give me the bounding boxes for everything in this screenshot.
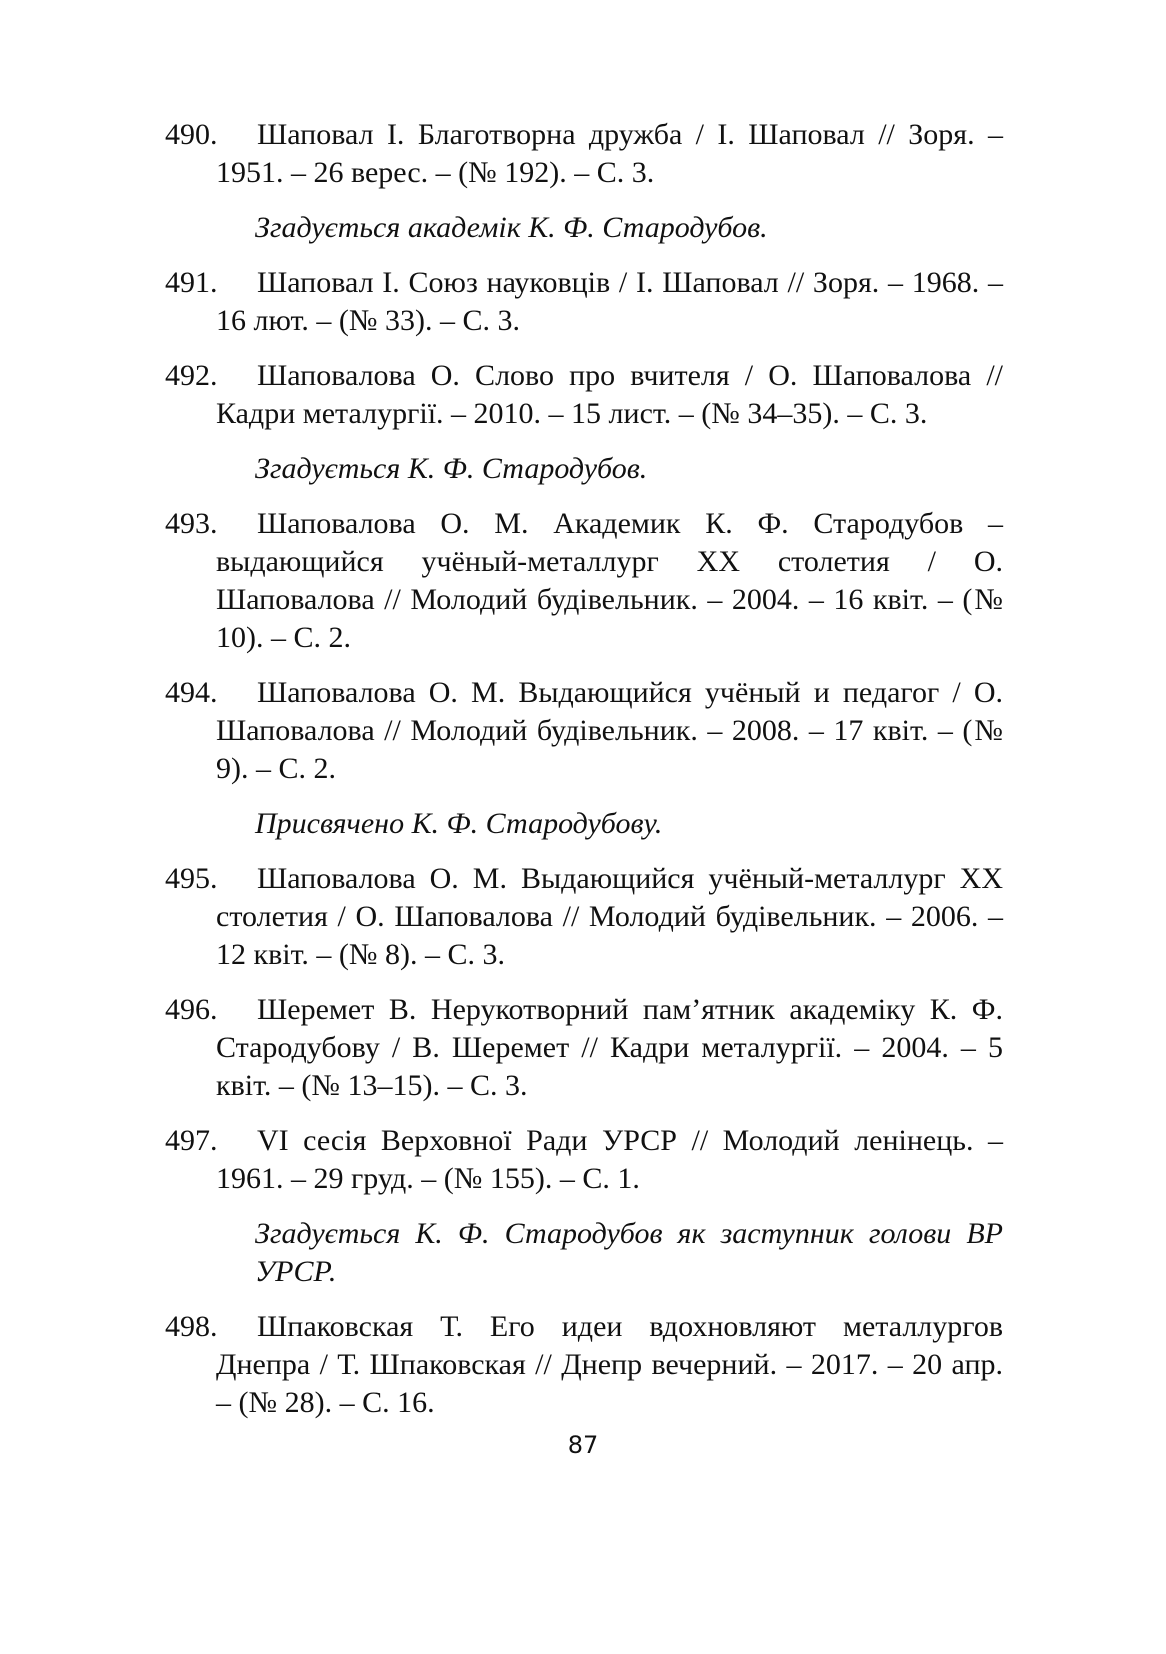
entry-citation: Шаповал І. Благотворна дружба / І. Шаповал // Зоря. – 1951. – 26 верес. – (№ 192). – С. 3.: [216, 118, 1003, 189]
entry-number: 495.: [165, 862, 218, 895]
entry-annotation: Згадується К. Ф. Стародубов як заступник голови ВР УРСР.: [255, 1217, 1003, 1288]
bibliography-entry: [165, 505, 1003, 657]
entry-number: 498.: [165, 1310, 218, 1343]
entry-number: 494.: [165, 676, 218, 709]
bibliography-entry: [165, 357, 1003, 433]
bibliography-entry: [165, 116, 1003, 192]
bibliography-entry: [165, 1308, 1003, 1422]
entry-citation: Шаповалова О. М. Выдающийся учёный-металлург ХХ столетия / О. Шаповалова // Молодий будівельник. – 2006. – 12 квіт. – (№ 8). – С. 3.: [216, 862, 1003, 971]
entry-number: 496.: [165, 993, 218, 1026]
entry-number: 491.: [165, 266, 218, 299]
entry-citation: Шаповалова О. Слово про вчителя / О. Шаповалова // Кадри металургії. – 2010. – 15 лист. – (№ 34–35). – С. 3.: [216, 359, 1003, 430]
bibliography-entry: [165, 860, 1003, 974]
entry-citation: Шаповалова О. М. Академик К. Ф. Стародубов – выдающийся учёный-металлург ХХ столетия / О. Шаповалова // Молодий будівельник. – 2004. – 16 квіт. – (№ 10). – С. 2.: [216, 507, 1003, 654]
entry-citation: Шаповал І. Союз науковців / І. Шаповал // Зоря. – 1968. – 16 лют. – (№ 33). – С. 3.: [216, 266, 1003, 337]
bibliography-entry: [165, 674, 1003, 788]
bibliography-list: [165, 116, 1003, 1439]
entry-citation: Шпаковская Т. Его идеи вдохновляют металлургов Днепра / Т. Шпаковская // Днепр вечерний. – 2017. – 20 апр. – (№ 28). – С. 16.: [216, 1310, 1003, 1419]
entry-citation: Шаповалова О. М. Выдающийся учёный и педагог / О. Шаповалова // Молодий будівельник. – 2008. – 17 квіт. – (№ 9). – С. 2.: [216, 676, 1003, 785]
entry-number: 490.: [165, 118, 218, 151]
entry-annotation: Згадується академік К. Ф. Стародубов.: [255, 211, 768, 244]
entry-citation: VI сесія Верховної Ради УРСР // Молодий ленінець. – 1961. – 29 груд. – (№ 155). – С. 1.: [216, 1124, 1003, 1195]
bibliography-entry: [165, 264, 1003, 340]
entry-number: 497.: [165, 1124, 218, 1157]
page-number: 87: [567, 1431, 599, 1459]
entry-citation: Шеремет В. Нерукотворний пам’ятник академіку К. Ф. Стародубову / В. Шеремет // Кадри металургії. – 2004. – 5 квіт. – (№ 13–15). – С. 3.: [216, 993, 1003, 1102]
entry-annotation: Присвячено К. Ф. Стародубову.: [255, 807, 663, 840]
bibliography-entry: [165, 991, 1003, 1105]
bibliography-entry: [165, 1122, 1003, 1198]
entry-annotation: Згадується К. Ф. Стародубов.: [255, 452, 648, 485]
entry-number: 493.: [165, 507, 218, 540]
entry-number: 492.: [165, 359, 218, 392]
